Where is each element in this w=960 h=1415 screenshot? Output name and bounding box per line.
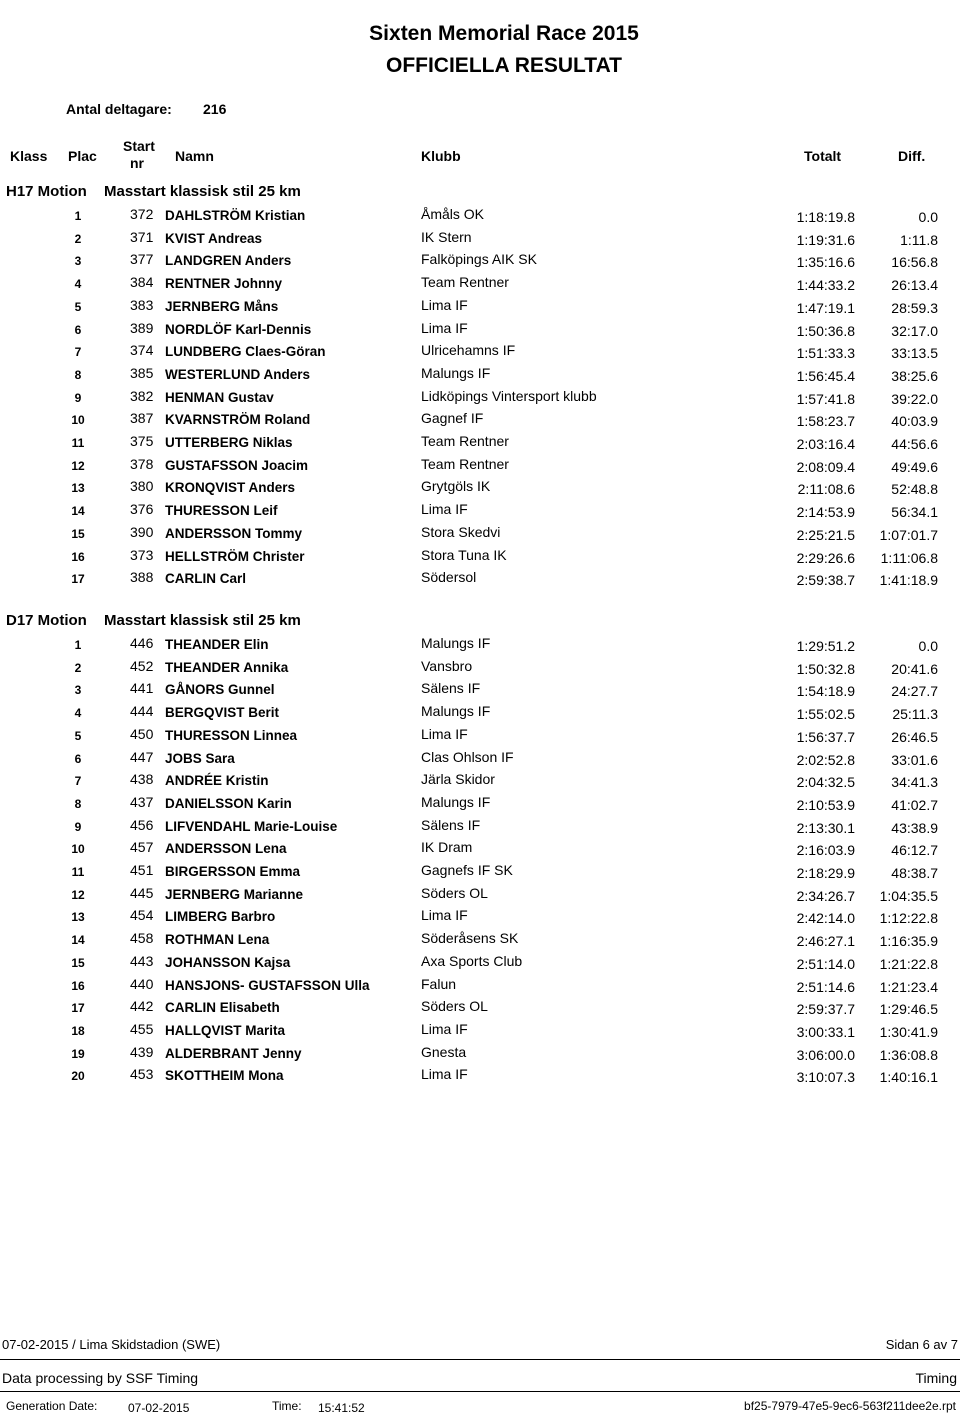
time-diff: 1:16:35.9	[879, 933, 938, 950]
athlete-name: ROTHMAN Lena	[165, 932, 270, 948]
athlete-name: UTTERBERG Niklas	[165, 435, 293, 450]
club-name: Malungs IF	[421, 703, 491, 720]
athlete-name: CARLIN Elisabeth	[165, 1000, 280, 1016]
total-time: 1:57:41.8	[796, 390, 855, 407]
start-number: 376	[130, 501, 154, 518]
footer-brand: Timing	[915, 1370, 957, 1386]
table-row	[0, 930, 960, 952]
placement: 4	[74, 706, 82, 721]
column-header-start: Start	[123, 138, 155, 154]
placement: 10	[71, 842, 85, 857]
start-number: 437	[130, 793, 154, 810]
table-row	[0, 501, 960, 523]
club-name: Malungs IF	[421, 364, 491, 381]
start-number: 378	[130, 455, 154, 472]
club-name: Lima IF	[421, 725, 468, 742]
total-time: 1:50:36.8	[796, 322, 855, 339]
section-class-h17: H17 Motion	[6, 183, 87, 200]
total-time: 1:29:51.2	[796, 638, 855, 654]
table-row	[0, 569, 960, 591]
athlete-name: KVARNSTRÖM Roland	[165, 412, 311, 428]
placement: 1	[74, 638, 82, 652]
start-number: 438	[130, 771, 154, 788]
club-name: Sälens IF	[421, 816, 481, 833]
athlete-name: KRONQVIST Anders	[165, 480, 296, 496]
placement: 9	[74, 819, 82, 834]
start-number: 440	[130, 975, 154, 992]
club-name: Stora Skedvi	[421, 523, 501, 540]
time-diff: 43:38.9	[891, 819, 938, 836]
placement: 19	[71, 1046, 85, 1061]
club-name: Gagnef IF	[421, 410, 484, 427]
placement: 14	[71, 504, 85, 519]
club-name: Axa Sports Club	[421, 952, 523, 969]
athlete-name: WESTERLUND Anders	[165, 366, 311, 382]
column-header-plac: Plac	[68, 148, 97, 164]
athlete-name: HALLQVIST Marita	[165, 1022, 286, 1038]
club-name: Lima IF	[421, 1066, 468, 1083]
placement: 12	[71, 887, 85, 902]
start-number: 374	[130, 342, 154, 359]
placement: 11	[71, 436, 85, 450]
athlete-name: LIMBERG Barbro	[165, 909, 276, 925]
athlete-name: LIFVENDAHL Marie-Louise	[165, 818, 338, 834]
table-row	[0, 817, 960, 839]
athlete-name: BERGQVIST Berit	[165, 705, 280, 721]
club-name: Järla Skidor	[421, 771, 495, 788]
club-name: Södersol	[421, 569, 477, 586]
table-row	[0, 229, 960, 251]
athlete-name: ALDERBRANT Jenny	[165, 1045, 302, 1061]
time-diff: 25:11.3	[892, 706, 938, 723]
total-time: 2:08:09.4	[796, 458, 855, 475]
total-time: 1:35:16.6	[796, 254, 855, 271]
time-diff: 0.0	[918, 638, 938, 654]
placement: 20	[71, 1069, 85, 1084]
total-time: 2:02:52.8	[796, 751, 855, 768]
start-number: 450	[130, 725, 154, 742]
club-name: Ulricehamns IF	[421, 342, 516, 359]
table-row	[0, 410, 960, 432]
table-row	[0, 206, 960, 228]
total-time: 1:18:19.8	[796, 209, 855, 225]
club-name: Gnesta	[421, 1043, 467, 1060]
table-row	[0, 658, 960, 680]
time-diff: 1:40:16.1	[879, 1069, 938, 1086]
start-number: 387	[130, 410, 154, 427]
total-time: 1:55:02.5	[796, 706, 855, 723]
athlete-name: NORDLÖF Karl-Dennis	[165, 321, 312, 337]
table-row	[0, 635, 960, 657]
start-number: 373	[130, 546, 154, 563]
table-row	[0, 976, 960, 998]
placement: 12	[71, 458, 85, 473]
column-header-namn: Namn	[175, 148, 214, 164]
time-diff: 52:48.8	[891, 481, 938, 498]
time-diff: 1:21:23.4	[879, 978, 938, 995]
table-row	[0, 297, 960, 319]
start-number: 447	[130, 748, 154, 765]
placement: 13	[71, 481, 85, 496]
athlete-name: JOHANSSON Kajsa	[165, 954, 291, 970]
start-number: 388	[130, 569, 154, 586]
footer-generation-value: 07-02-2015	[128, 1401, 190, 1415]
time-diff: 26:46.5	[891, 728, 938, 745]
column-header-nr: nr	[130, 155, 144, 171]
start-number: 390	[130, 523, 154, 540]
start-number: 457	[130, 839, 154, 856]
club-name: Lima IF	[421, 319, 468, 336]
total-time: 3:10:07.3	[796, 1069, 855, 1086]
footer-divider-2	[0, 1391, 960, 1392]
time-diff: 41:02.7	[891, 796, 938, 813]
table-row	[0, 388, 960, 410]
placement: 10	[71, 413, 85, 428]
placement: 7	[74, 774, 82, 789]
placement: 13	[71, 910, 85, 925]
table-row	[0, 703, 960, 725]
total-time: 1:44:33.2	[796, 277, 855, 294]
table-row	[0, 862, 960, 884]
athlete-name: GÅNORS Gunnel	[165, 682, 275, 698]
start-number: 454	[130, 907, 154, 924]
placement: 6	[74, 751, 82, 766]
time-diff: 1:07:01.7	[879, 526, 938, 543]
total-time: 2:16:03.9	[796, 842, 855, 859]
club-name: Malungs IF	[421, 635, 491, 651]
athlete-name: CARLIN Carl	[165, 571, 247, 587]
start-number: 371	[130, 228, 154, 245]
total-time: 2:11:08.6	[797, 481, 855, 498]
placement: 16	[71, 549, 85, 564]
placement: 16	[71, 978, 85, 993]
athlete-name: JERNBERG Måns	[165, 298, 279, 314]
footer-location: 07-02-2015 / Lima Skidstadion (SWE)	[2, 1337, 221, 1352]
footer-file: bf25-7979-47e5-9ec6-563f211dee2e.rpt	[744, 1399, 956, 1413]
club-name: Lima IF	[421, 501, 468, 518]
athlete-name: DANIELSSON Karin	[165, 795, 292, 811]
time-diff: 16:56.8	[891, 254, 938, 271]
placement: 9	[74, 390, 82, 405]
start-number: 458	[130, 930, 154, 947]
placement: 3	[74, 254, 82, 269]
athlete-name: THEANDER Elin	[165, 637, 269, 652]
total-time: 2:14:53.9	[796, 504, 855, 521]
start-number: 441	[130, 680, 154, 697]
time-diff: 56:34.1	[891, 504, 938, 521]
time-diff: 0.0	[918, 209, 938, 225]
time-diff: 32:17.0	[891, 322, 938, 339]
athlete-name: BIRGERSSON Emma	[165, 864, 301, 879]
time-diff: 1:11:06.8	[880, 549, 938, 566]
club-name: Malungs IF	[421, 793, 491, 810]
placement: 11	[71, 865, 85, 879]
total-time: 2:42:14.0	[796, 910, 855, 927]
club-name: Vansbro	[421, 657, 473, 674]
athlete-name: RENTNER Johnny	[165, 276, 283, 292]
athlete-name: HENMAN Gustav	[165, 389, 274, 405]
club-name: Söders OL	[421, 884, 488, 901]
club-name: Lidköpings Vintersport klubb	[421, 387, 597, 404]
start-number: 377	[130, 251, 154, 268]
start-number: 439	[130, 1043, 154, 1060]
time-diff: 33:13.5	[891, 345, 938, 362]
placement: 8	[74, 367, 82, 382]
placement: 5	[74, 299, 82, 314]
athlete-name: HELLSTRÖM Christer	[165, 548, 305, 564]
start-number: 389	[130, 319, 154, 336]
total-time: 2:13:30.1	[796, 819, 855, 836]
participants-value: 216	[203, 101, 227, 117]
club-name: Lima IF	[421, 907, 468, 924]
placement: 1	[74, 209, 82, 223]
athlete-name: THURESSON Linnea	[165, 727, 298, 743]
placement: 2	[74, 660, 82, 675]
athlete-name: LUNDBERG Claes-Göran	[165, 344, 326, 360]
athlete-name: LANDGREN Anders	[165, 253, 292, 269]
total-time: 1:54:18.9	[796, 683, 855, 700]
club-name: Grytgöls IK	[421, 478, 491, 495]
athlete-name: JOBS Sara	[165, 750, 235, 766]
club-name: Söderåsens SK	[421, 930, 519, 947]
page-title: Sixten Memorial Race 2015	[369, 22, 639, 45]
time-diff: 24:27.7	[891, 683, 938, 700]
start-number: 442	[130, 998, 154, 1015]
participants-label: Antal deltagare:	[66, 101, 172, 117]
total-time: 2:10:53.9	[796, 796, 855, 813]
total-time: 1:47:19.1	[796, 299, 855, 316]
club-name: Team Rentner	[421, 455, 509, 472]
time-diff: 1:36:08.8	[879, 1046, 938, 1063]
athlete-name: KVIST Andreas	[165, 230, 263, 246]
placement: 4	[74, 277, 82, 292]
time-diff: 26:13.4	[891, 277, 938, 294]
time-diff: 1:29:46.5	[879, 1001, 938, 1018]
participants-count	[66, 101, 227, 117]
placement: 8	[74, 796, 82, 811]
column-header-klubb: Klubb	[421, 148, 461, 164]
total-time: 2:59:37.7	[796, 1001, 855, 1018]
table-row	[0, 771, 960, 793]
placement: 17	[71, 1001, 85, 1016]
placement: 15	[71, 526, 85, 541]
time-diff: 1:41:18.9	[879, 572, 938, 589]
table-row	[0, 478, 960, 500]
start-number: 451	[130, 862, 154, 878]
table-row	[0, 365, 960, 387]
table-row	[0, 342, 960, 364]
total-time: 1:51:33.3	[796, 345, 855, 362]
total-time: 1:50:32.8	[796, 660, 855, 677]
total-time: 2:34:26.7	[796, 887, 855, 904]
total-time: 1:58:23.7	[796, 413, 855, 430]
club-name: Söders OL	[421, 998, 488, 1015]
start-number: 383	[130, 296, 154, 313]
time-diff: 40:03.9	[891, 413, 938, 430]
total-time: 2:51:14.0	[796, 955, 855, 972]
time-diff: 38:25.6	[891, 367, 938, 384]
start-number: 384	[130, 274, 154, 291]
start-number: 372	[130, 206, 154, 222]
athlete-name: HANSJONS- GUSTAFSSON Ulla	[165, 977, 370, 993]
club-name: Clas Ohlson IF	[421, 748, 514, 765]
table-row	[0, 794, 960, 816]
start-number: 375	[130, 433, 154, 449]
time-diff: 20:41.6	[891, 660, 938, 677]
column-header-klass: Klass	[10, 148, 48, 164]
time-diff: 48:38.7	[891, 865, 938, 881]
time-diff: 28:59.3	[891, 299, 938, 316]
table-row	[0, 456, 960, 478]
footer-divider	[0, 1359, 960, 1360]
table-row	[0, 433, 960, 455]
club-name: Sälens IF	[421, 680, 481, 697]
time-diff: 1:30:41.9	[879, 1023, 938, 1040]
table-row	[0, 251, 960, 273]
start-number: 443	[130, 952, 154, 969]
time-diff: 1:12:22.8	[879, 910, 938, 927]
total-time: 2:51:14.6	[796, 978, 855, 995]
start-number: 445	[130, 884, 154, 901]
start-number: 380	[130, 478, 154, 495]
table-row	[0, 749, 960, 771]
table-row	[0, 1066, 960, 1088]
club-name: Åmåls OK	[421, 206, 485, 222]
footer-processing: Data processing by SSF Timing	[2, 1370, 199, 1386]
total-time: 1:56:45.4	[796, 367, 855, 384]
club-name: Falun	[421, 975, 457, 992]
athlete-name: THEANDER Annika	[165, 659, 289, 675]
table-row	[0, 726, 960, 748]
footer-time-label: Time:	[272, 1399, 302, 1413]
total-time: 1:19:31.6	[796, 231, 855, 248]
start-number: 382	[130, 387, 154, 404]
footer-generation-label: Generation Date:	[6, 1399, 98, 1413]
placement: 15	[71, 955, 85, 970]
table-row	[0, 320, 960, 342]
table-row	[0, 839, 960, 861]
table-row	[0, 998, 960, 1020]
total-time: 2:03:16.4	[796, 436, 855, 452]
time-diff: 1:04:35.5	[879, 887, 938, 904]
table-row	[0, 274, 960, 296]
time-diff: 46:12.7	[891, 842, 938, 859]
athlete-name: ANDRÉE Kristin	[165, 773, 269, 789]
column-header-totalt: Totalt	[804, 148, 842, 164]
total-time: 2:29:26.6	[796, 549, 855, 566]
total-time: 2:04:32.5	[796, 774, 855, 791]
time-diff: 49:49.6	[891, 458, 938, 475]
time-diff: 1:11.8	[900, 231, 938, 248]
footer-page: Sidan 6 av 7	[885, 1337, 958, 1352]
placement: 2	[74, 231, 82, 246]
club-name: Team Rentner	[421, 433, 509, 449]
total-time: 2:18:29.9	[796, 865, 855, 881]
table-row	[0, 547, 960, 569]
footer-time-value: 15:41:52	[318, 1401, 365, 1415]
placement: 7	[74, 345, 82, 360]
start-number: 385	[130, 364, 154, 381]
club-name: Gagnefs IF SK	[421, 862, 513, 878]
time-diff: 44:56.6	[891, 436, 938, 452]
total-time: 2:46:27.1	[796, 933, 855, 950]
table-row	[0, 907, 960, 929]
club-name: Lima IF	[421, 296, 468, 313]
athlete-name: ANDERSSON Lena	[165, 841, 287, 857]
club-name: Team Rentner	[421, 274, 509, 291]
time-diff: 1:21:22.8	[879, 955, 938, 972]
athlete-name: JERNBERG Marianne	[165, 886, 304, 902]
time-diff: 34:41.3	[891, 774, 938, 791]
club-name: Stora Tuna IK	[421, 546, 507, 563]
page-subtitle: OFFICIELLA RESULTAT	[385, 54, 623, 77]
placement: 6	[74, 322, 82, 337]
section-title-d17: Masstart klassisk stil 25 km	[104, 612, 301, 629]
athlete-name: GUSTAFSSON Joacim	[165, 457, 309, 473]
table-row	[0, 680, 960, 702]
table-row	[0, 1044, 960, 1066]
athlete-name: SKOTTHEIM Mona	[165, 1068, 284, 1084]
total-time: 2:59:38.7	[796, 572, 855, 589]
time-diff: 39:22.0	[891, 390, 938, 407]
total-time: 3:00:33.1	[796, 1023, 855, 1040]
start-number: 453	[130, 1066, 154, 1083]
athlete-name: DAHLSTRÖM Kristian	[165, 208, 306, 223]
club-name: Lima IF	[421, 1020, 468, 1037]
start-number: 456	[130, 816, 154, 833]
start-number: 455	[130, 1020, 154, 1037]
athlete-name: ANDERSSON Tommy	[165, 525, 303, 541]
start-number: 452	[130, 657, 154, 674]
table-row	[0, 953, 960, 975]
total-time: 3:06:00.0	[796, 1046, 855, 1063]
total-time: 1:56:37.7	[796, 728, 855, 745]
club-name: IK Stern	[421, 228, 472, 245]
club-name: IK Dram	[421, 839, 473, 856]
section-title-h17: Masstart klassisk stil 25 km	[104, 183, 301, 200]
table-row	[0, 1021, 960, 1043]
section-class-d17: D17 Motion	[6, 612, 87, 629]
placement: 5	[74, 728, 82, 743]
column-header-diff: Diff.	[898, 148, 926, 164]
table-row	[0, 524, 960, 546]
athlete-name: THURESSON Leif	[165, 503, 278, 519]
club-name: Falköpings AIK SK	[421, 251, 537, 268]
start-number: 446	[130, 635, 154, 651]
placement: 14	[71, 933, 85, 948]
placement: 17	[71, 572, 85, 587]
placement: 3	[74, 683, 82, 698]
start-number: 444	[130, 703, 154, 720]
table-row	[0, 885, 960, 907]
total-time: 2:25:21.5	[796, 526, 855, 543]
time-diff: 33:01.6	[891, 751, 938, 768]
placement: 18	[71, 1023, 85, 1038]
